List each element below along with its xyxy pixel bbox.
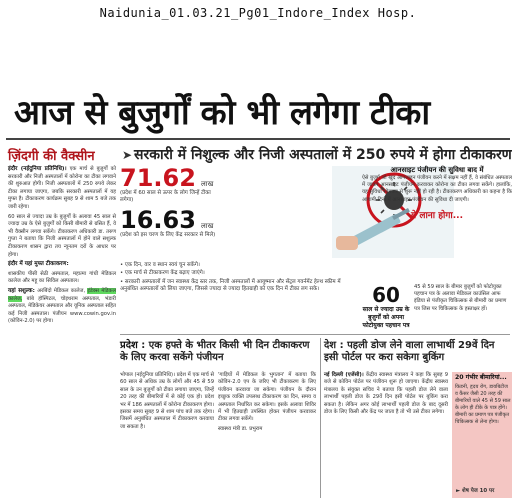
stat-unit: लाख [201,222,214,230]
newspaper-clipping [4,88,512,498]
paragraph: ऐसे बुजुर्ग जो खुद आनलाइन पंजीयन करने में सक्षम नहीं हैं, वे संबंधित अस्पताल में जाकर आनसाइट पंजीयन करवाकर कोरोना का टीका लगवा सकेंगे। हालांकि, यह सुविधा सोमवार से शुरू नहीं हो रही है। टीकाकरण अधिकारी का कहना है कि आगामी दिनों में आनसाइट पंजीयन की सुविधा दी जाएगी। [362,175,512,203]
clipping-caption: Naidunia_01.03.21_Pg01_Indore_Index Hosp. [99,6,417,20]
stat-number-eligible: 71.62 [120,164,196,192]
bring-id-body: 45 से 59 साल के बीमार बुजुर्गों को फोटोयुक्त पहचान पत्र के अलावा मेडिकल काउंसिल आफ इंडिया से पंजीकृत चिकित्सक से बीमारी का प्रमाण पत्र जिस पर चिकित्सक के हस्ताक्षर हों। [414,284,507,312]
list-item: • एक मार्च से टीकाकरण केंद्र बढ़ाए जाएंगे। [120,270,205,277]
national-headline-text: पहली डोज लेने वाला लाभार्थी 29वें दिन इसी पोर्टल पर करा सकेगा बुकिंग [324,340,495,363]
paragraph: 'गाड़ियों में मेडिकल के भुगतान' में बताया कि कोविन-2.0 एप के जरिए भी टीकाकरण के लिए पंजीयन करवाया जा सकेगा। पंजीयन के दौरान इच्छुक व्यक्ति उपलब्ध टीकाकरण का दिन, समय व अस्पताल निर्धारित कर सकेगा। इसके अलावा शिविर में भी हितग्राही उपस्थित होकर पंजीयन करवाकर टीका लगवा सकेंगे। [218,372,316,423]
state-tag: प्रदेश [120,340,138,351]
section-tag: ज़िंदगी की वैक्सीन [8,149,95,164]
stat-unit: लाख [201,180,214,188]
state-story-headline: प्रदेश : एक हफ्ते के भीतर किसी भी दिन टीकाकरण के लिए करवा सकेंगे पंजीयन [120,340,310,363]
paragraph: 60 साल से ज्यादा उम्र के बुजुर्गों के अलावा 45 साल से ज्यादा उम्र के ऐसे बुजुर्गों को किसी बीमारी से ग्रसित हैं, वे भी वैक्सीन लगवा सकेंगे। टीकाकरण अधिकारी डा. तरुण गुप्ता ने बताया कि निजी अस्पतालों में होने वाले सशुल्क टीकाकरण शासन द्वारा तय न्यूनतम दरों के आधार पर होगा। [8,213,116,258]
paragraph: एक मार्च से बुजुर्गों को सरकारी और निजी अस्पतालों में कोरोना का टीका लगवाने की शुरुआत होगी। निजी अस्पतालों में 250 रुपये लेकर टीका लगाया जाएगा, जबकि सरकारी अस्पतालों में यह मुफ्त है। टीकाकरण कार्यक्रम सुबह 9 से शाम 5 बजे तक जारी रहेगा। [8,166,116,210]
paragraph: शासकीय पीसी सेठी अस्पताल, महात्मा गांधी मेडिकल कालेज और महू का सिविल अस्पताल। [8,270,116,285]
stats-block [120,166,360,334]
right-column-registration [362,166,512,221]
state-headline-text: एक हफ्ते के भीतर किसी भी दिन टीकाकरण के लिए करवा सकेंगे पंजीयन [120,340,310,363]
list-item: • एक दिन, वार व स्थान स्वयं चुन सकेंगे। [120,262,200,268]
bring-id-heading: ये लाना होगा... [410,210,463,221]
stats-bullet-list [120,262,358,295]
paragraph: अरबिंदो मेडिकल कालेज, [37,287,86,294]
stat-label-eligible: (प्रदेश में 60 साल से ऊपर के लोग जिन्हें टीका लगेगा) [120,190,211,203]
age-number: 60 [372,283,400,307]
column-divider [320,338,321,498]
national-story-headline: देश : पहली डोज लेने वाला लाभार्थी 29वें दिन इसी पोर्टल पर करा सकेगा बुकिंग [324,340,495,363]
subheading-paid-vaccination: यहां सशुल्क: [8,287,35,294]
diseases-box-body: किडनी, हृदय रोग, डायबिटीज व कैंसर जैसी 20 तरह की बीमारियों वाले 45 से 59 साल के लोग ही टीके के पात्र होंगे। बीमारी का प्रमाण पत्र पंजीकृत चिकित्सक से लेना होगा। [455,384,511,425]
stat-number-doses: 16.63 [120,206,196,234]
subheadline: सरकारी में निशुल्क और निजी अस्पतालों में 250 रुपये में होगा टीकाकरण [134,147,512,163]
subheading-free-vaccination: इंदौर में यहां मुफ्त टीकाकरण: [8,261,69,268]
national-tag: देश [324,340,337,351]
headline-rule [6,138,510,140]
stat-label-doses: (प्रदेश को इस चरण के लिए केंद्र सरकार से मिले) [120,232,216,238]
list-item: • सरकारी अस्पतालों में जन स्वास्थ्य केंद्र स्तर तक, निजी अस्पतालों में आयुष्मान और सेंट्रल गवर्नमेंट हेल्थ स्कीम में अनुबंधित अस्पतालों को लिया जाएगा, जिससे ज्यादा से ज्यादा हितग्राही को एक दिन में टीका लग सके। [120,278,341,293]
national-story-body [324,372,448,416]
diseases-box-heading: 20 गंभीर बीमारियां... [455,374,507,381]
paragraph: केंद्रीय स्वास्थ्य मंत्रालय ने कहा कि सुबह 9 बजे से कोविन पोर्टल पर पंजीयन शुरू हो जाएगा। केंद्रीय स्वास्थ्य मंत्रालय के संयुक्त सचिव ने बताया कि पहली डोज लेने वाला लाभार्थी पहली डोज के 29वें दिन इसी पोर्टल पर बुकिंग करा सकता है। लेकिन अगर कोई लाभार्थी पहली डोज के बाद दूसरी डोज के लिए किसी और केंद्र पर जाता है तो भी उसे टीका लगेगा। [324,372,448,416]
age-60-callout [362,284,410,330]
onsite-registration-heading: आनसाइट पंजीयन की सुविधा बाद में [390,166,484,174]
state-story-col-b [218,372,316,433]
paragraph-tail: स्वास्थ्य मंत्री डा. प्रभुराम [218,425,263,432]
main-headline: आज से बुजुर्गों को भी लगेगा टीका [14,93,430,133]
dateline: नई दिल्ली (एजेंसी)। [324,372,364,378]
age-callout-text: साल से ज्यादा उम्र के बुजुर्गों को अपना फोटोयुक्त पहचान पत्र [362,306,410,329]
dateline: इंदौर (नईदुनिया प्रतिनिधि)। [8,166,67,172]
left-column-story [8,166,116,328]
paragraph: बांबे हॉस्पिटल, चोइथराम अस्पताल, भंडारी अस्पताल, मेडिकेयर अस्पताल और यूनिक अस्पताल सहित कई निजी अस्पताल। पंजीयन www.cowin.gov.in (कोविन-2.0) पर होगा। [8,295,116,325]
subhead-marker-icon: ➤ [122,148,133,162]
continued-page-ref: ► शेष पेज 10 पर [456,488,495,494]
highlighted-hospital-name: इंडेक्स मेडिकल कालेज, [8,287,116,302]
diseases-box [452,372,512,498]
state-story-col-a: भोपाल (नईदुनिया प्रतिनिधि)। प्रदेश में एक मार्च से 60 साल से अधिक उम्र के लोगों और 45 से 59 साल के उन बुजुर्गों को टीका लगाया जाएगा, जिन्हें 20 तरह की बीमारियों में से कोई एक हो। प्रदेश भर में 186 अस्पतालों में कोरोना टीकाकरण होगा। इसका समय सुबह 9 से शाम पांच बजे तक रहेगा। जिसमें अनुबंधित अस्पताल में टीकाकरण करवाया जा सकता है। [120,372,214,430]
section-divider [120,334,510,335]
